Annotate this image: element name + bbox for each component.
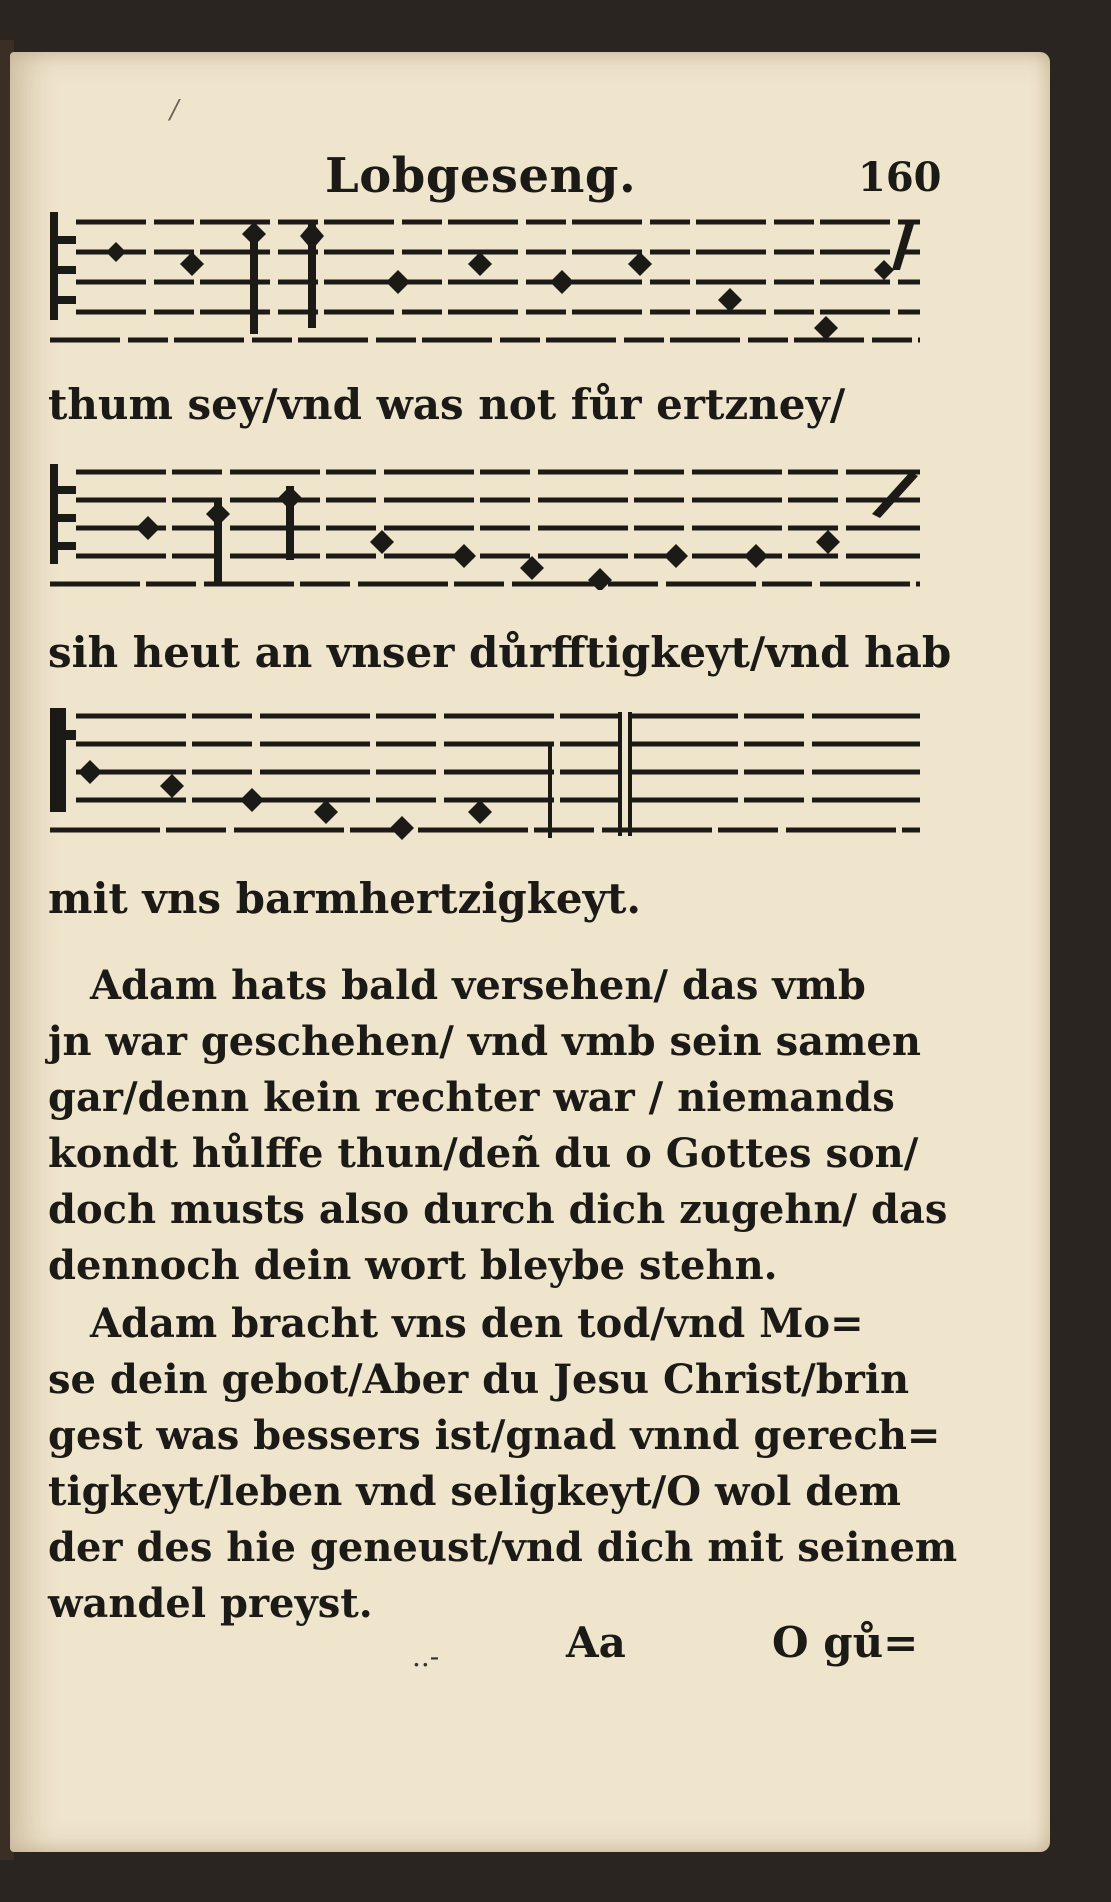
verse-line: gest was bessers ist/gnad vnnd gerech= bbox=[48, 1412, 941, 1459]
pencil-mark: / bbox=[170, 95, 179, 125]
verse-line: gar/denn kein rechter war / niemands bbox=[48, 1074, 895, 1121]
verse-paragraph-2 bbox=[48, 1296, 958, 1632]
verse-line: der des hie geneust/vnd dich mit seinem bbox=[48, 1524, 958, 1571]
music-staff-2 bbox=[50, 462, 926, 590]
verse-line: dennoch dein wort bleybe stehn. bbox=[48, 1242, 778, 1289]
lyric-line-3: mit vns barmhertzigkeyt. bbox=[48, 874, 641, 923]
verse-line: se dein gebot/Aber du Jesu Christ/brin bbox=[48, 1356, 910, 1403]
verse-line: kondt hůlffe thun/deñ du o Gottes son/ bbox=[48, 1130, 919, 1177]
signature-mark: Aa bbox=[566, 1618, 626, 1667]
verse-line: tigkeyt/leben vnd seligkeyt/O wol dem bbox=[48, 1468, 901, 1515]
running-title: Lobgeseng. bbox=[325, 148, 637, 204]
music-staff-1 bbox=[50, 208, 926, 348]
printer-mark: ..- bbox=[412, 1640, 440, 1673]
verse-line: Adam bracht vns den tod/vnd Mo= bbox=[90, 1300, 864, 1347]
page-number: 160 bbox=[858, 154, 942, 201]
verse-line: doch musts also durch dich zugehn/ das bbox=[48, 1186, 948, 1233]
verse-line: Adam hats bald versehen/ das vmb bbox=[90, 962, 866, 1009]
lyric-line-1: thum sey/vnd was not fůr ertzney/ bbox=[48, 380, 846, 429]
music-staff-3 bbox=[50, 706, 926, 840]
verse-line: wandel preyst. bbox=[48, 1580, 373, 1627]
verse-line: jn war geschehen/ vnd vmb sein samen bbox=[48, 1018, 921, 1065]
lyric-line-2: sih heut an vnser důrfftigkeyt/vnd hab bbox=[48, 628, 952, 677]
catchword: O gů= bbox=[772, 1618, 919, 1667]
verse-paragraph-1 bbox=[48, 958, 948, 1294]
